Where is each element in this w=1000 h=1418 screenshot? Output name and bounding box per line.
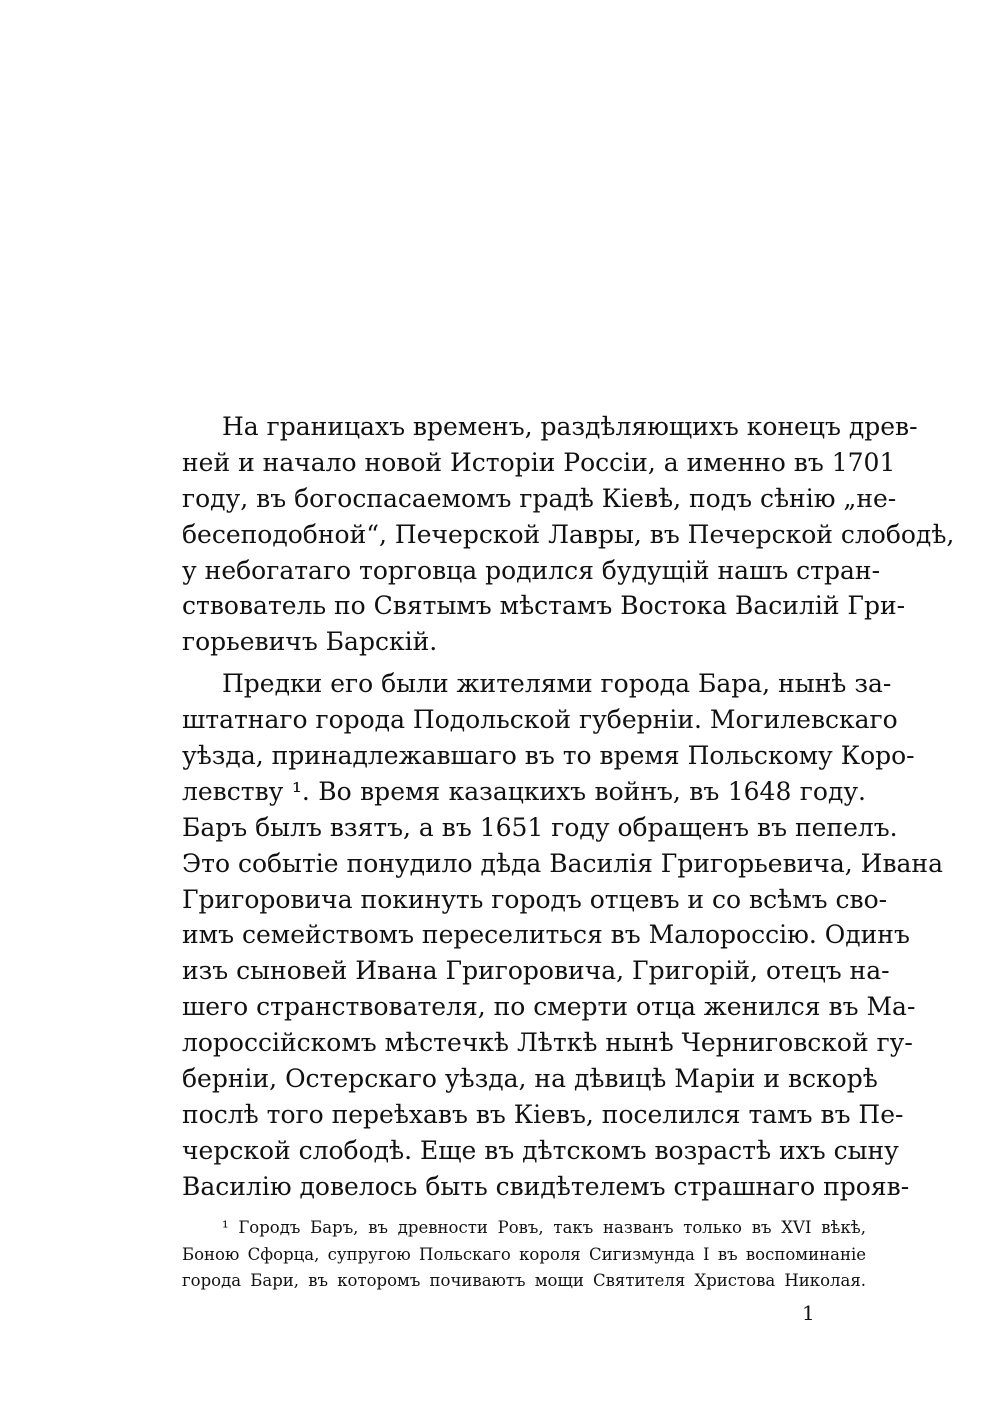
text-line: Григоровича покинуть городъ отцевъ и со всѣмъ сво- (182, 884, 888, 914)
text-line: ствователь по Святымъ мѣстамъ Востока Василій Гри- (182, 591, 906, 621)
text-line: у небогатаго торговца родился будущій нашъ стран- (182, 555, 881, 585)
text-line: послѣ того переѣхавъ въ Кіевъ, поселился тамъ въ Пе- (182, 1099, 904, 1129)
text-line: бесеподобной“, Печерской Лавры, въ Печерской слободѣ, (182, 519, 955, 549)
text-line: штатнаго города Подольской губерніи. Могилевскаго (182, 705, 898, 735)
text-line: берніи, Остерскаго уѣзда, на дѣвицѣ Маріи и вскорѣ (182, 1064, 878, 1094)
text-line: черской слободѣ. Еще въ дѣтскомъ возрастѣ ихъ сыну (182, 1135, 899, 1165)
text-line: шего странствователя, по смерти отца женился въ Ма- (182, 992, 916, 1022)
text-line: Василію довелось быть свидѣтелемъ страшнаго прояв- (182, 1171, 910, 1201)
footnote-line: города Бари, въ которомъ почиваютъ мощи Святителя Христова Николая. (182, 1271, 866, 1290)
text-line: имъ семействомъ переселиться въ Малороссію. Одинъ (182, 920, 910, 950)
text-line: изъ сыновей Ивана Григоровича, Григорій, отецъ на- (182, 956, 890, 986)
text-line: Баръ былъ взятъ, а въ 1651 году обращенъ въ пепелъ. (182, 812, 898, 842)
text-line: уѣзда, принадлежавшаго въ то время Польскому Коро- (182, 741, 915, 771)
page-number: 1 (802, 1301, 815, 1325)
text-line: Предки его были жителями города Бара, нынѣ за- (222, 669, 892, 699)
text-line: ней и начало новой Исторіи Россіи, а именно въ 1701 (182, 447, 896, 477)
text-line: левству ¹. Во время казацкихъ войнъ, въ 1648 году. (182, 776, 866, 806)
footnote-line: ¹ Городъ Баръ, въ древности Ровъ, такъ названъ только въ XVI вѣкѣ, (222, 1218, 866, 1237)
text-line: горьевичъ Барскій. (182, 627, 438, 657)
main-text (182, 409, 955, 1205)
text-line: году, въ богоспасаемомъ градѣ Кіевѣ, подъ сѣнію „не- (182, 483, 897, 513)
text-line: На границахъ временъ, раздѣляющихъ конецъ древ- (222, 412, 918, 441)
text-line: Это событіе понудило дѣда Василія Григорьевича, Ивана (182, 848, 943, 878)
text-line: лороссійскомъ мѣстечкѣ Лѣткѣ нынѣ Черниговской гу- (182, 1028, 913, 1058)
footnote-line: Боною Сфорца, супругою Польскаго короля Сигизмунда I въ воспоминаніе (182, 1244, 866, 1264)
footnote (182, 1215, 866, 1295)
